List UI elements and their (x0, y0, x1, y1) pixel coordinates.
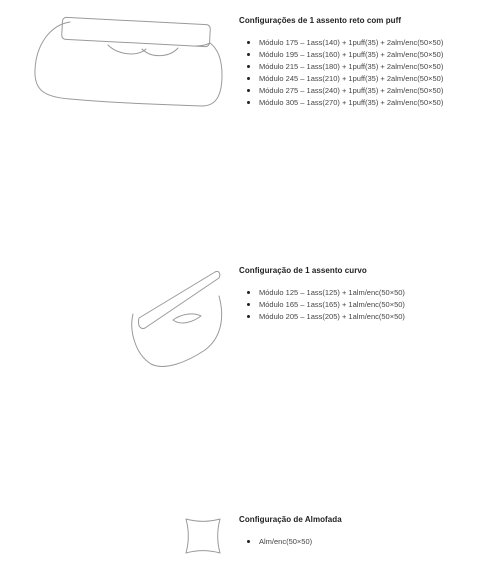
curved-sofa-diagram (125, 268, 225, 370)
section-title: Configuração de Almofada (239, 515, 342, 524)
list-item: Módulo 175 – 1ass(140) + 1puff(35) + 2alm/enc(50×50) (239, 37, 479, 49)
list-item: Módulo 125 – 1ass(125) + 1alm/enc(50×50) (239, 287, 479, 299)
list-item: Módulo 215 – 1ass(180) + 1puff(35) + 2alm/enc(50×50) (239, 61, 479, 73)
section-title: Configuração de 1 assento curvo (239, 266, 367, 275)
module-list (239, 37, 479, 109)
list-item: Módulo 245 – 1ass(210) + 1puff(35) + 2alm/enc(50×50) (239, 73, 479, 85)
module-list (239, 536, 479, 548)
list-item: Módulo 195 – 1ass(160) + 1puff(35) + 2alm/enc(50×50) (239, 49, 479, 61)
list-item: Módulo 205 – 1ass(205) + 1alm/enc(50×50) (239, 311, 479, 323)
list-item: Alm/enc(50×50) (239, 536, 479, 548)
module-list (239, 287, 479, 323)
list-item: Módulo 275 – 1ass(240) + 1puff(35) + 2alm/enc(50×50) (239, 85, 479, 97)
list-item: Módulo 305 – 1ass(270) + 1puff(35) + 2alm/enc(50×50) (239, 97, 479, 109)
straight-sofa-diagram (30, 15, 230, 110)
pillow-diagram (183, 516, 223, 556)
section-title: Configurações de 1 assento reto com puff (239, 16, 402, 25)
list-item: Módulo 165 – 1ass(165) + 1alm/enc(50×50) (239, 299, 479, 311)
